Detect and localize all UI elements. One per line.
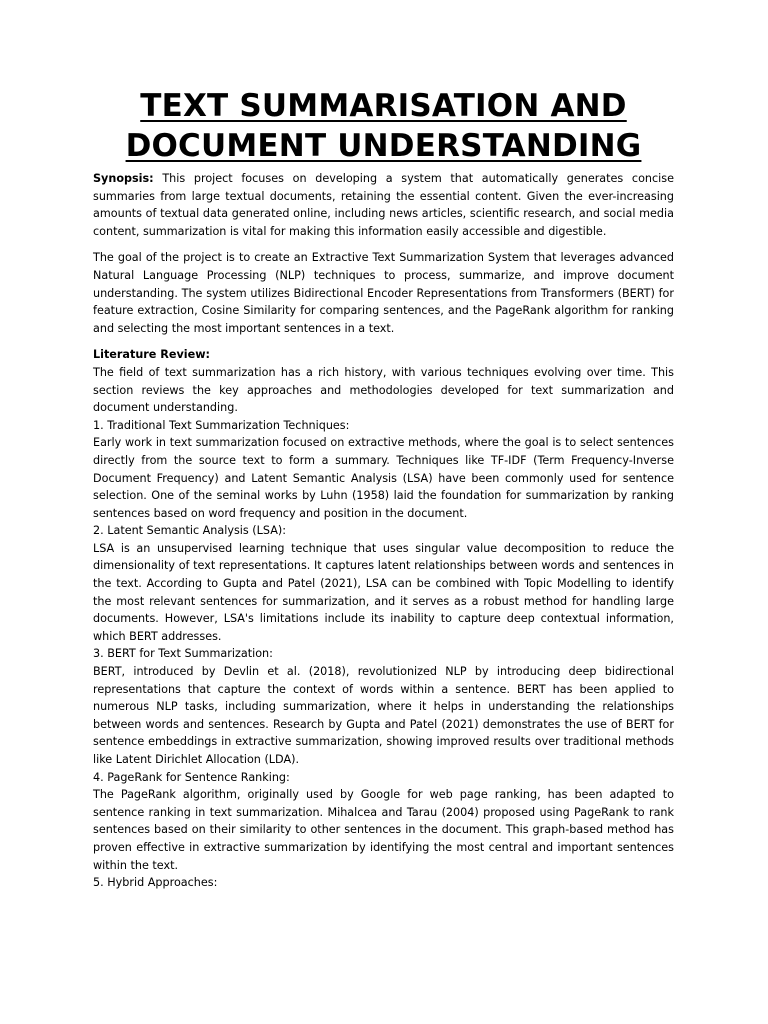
- section-heading-pagerank: 4. PageRank for Sentence Ranking:: [93, 770, 290, 784]
- literature-review-intro: The field of text summarization has a rich history, with various techniques evolving over time. This section reviews the key approaches and methodologies developed for text summarization and document understanding.: [93, 365, 674, 415]
- document-title: TEXT SUMMARISATION AND DOCUMENT UNDERSTANDING: [125, 88, 642, 164]
- synopsis-paragraph: [93, 170, 674, 240]
- section-text-lsa: LSA is an unsupervised learning technique that uses singular value decomposition to reduce the dimensionality of text representations. It captures latent relationships between words and sentences in the text. According to Gupta and Patel (2021), LSA can be combined with Topic Modelling to identify the most relevant sentences for summarization, and it serves as a robust method for handling large documents. However, LSA's limitations include its inability to capture deep contextual information, which BERT addresses.: [93, 541, 674, 643]
- section-text-pagerank: The PageRank algorithm, originally used by Google for web page ranking, has been adapted to sentence ranking in text summarization. Mihalcea and Tarau (2004) proposed using PageRank to rank sentences based on their similarity to other sentences in the document. This graph-based method has proven effective in extractive summarization by identifying the most central and important sentences within the text.: [93, 788, 674, 872]
- section-text-traditional: Early work in text summarization focused on extractive methods, where the goal is to select sentences directly from the source text to form a summary. Techniques like TF-IDF (Term Frequency-Inverse Document Frequency) and Latent Semantic Analysis (LSA) have been commonly used for sentence selection. One of the seminal works by Luhn (1958) laid the foundation for summarization by ranking sentences based on word frequency and position in the document.: [93, 436, 674, 520]
- document-page: [93, 86, 674, 892]
- goal-paragraph: The goal of the project is to create an Extractive Text Summarization System that leverages advanced Natural Language Processing (NLP) techniques to process, summarize, and improve document understanding. The system utilizes Bidirectional Encoder Representations from Transformers (BERT) for feature extraction, Cosine Similarity for comparing sentences, and the PageRank algorithm for ranking and selecting the most important sentences in a text.: [93, 251, 674, 335]
- section-text-bert: BERT, introduced by Devlin et al. (2018), revolutionized NLP by introducing deep bidirectional representations that capture the context of words within a sentence. BERT has been applied to numerous NLP tasks, including summarization, where it helps in understanding the relationships between words and sentences. Research by Gupta and Patel (2021) demonstrates the use of BERT for sentence embeddings in extractive summarization, showing improved results over traditional methods like Latent Dirichlet Allocation (LDA).: [93, 665, 674, 766]
- synopsis-text: This project focuses on developing a system that automatically generates concise summaries from large textual documents, retaining the essential content. Given the ever-increasing amounts of textual data generated online, including news articles, scientific research, and social media content, summarization is vital for making this information easily accessible and digestible.: [93, 172, 674, 238]
- synopsis-label: Synopsis:: [93, 172, 154, 185]
- section-heading-hybrid: 5. Hybrid Approaches:: [93, 876, 218, 890]
- section-heading-bert: 3. BERT for Text Summarization:: [93, 647, 273, 661]
- section-heading-traditional: 1. Traditional Text Summarization Techniques:: [93, 418, 350, 432]
- literature-review-heading: Literature Review:: [93, 348, 211, 362]
- section-heading-lsa: 2. Latent Semantic Analysis (LSA):: [93, 524, 286, 538]
